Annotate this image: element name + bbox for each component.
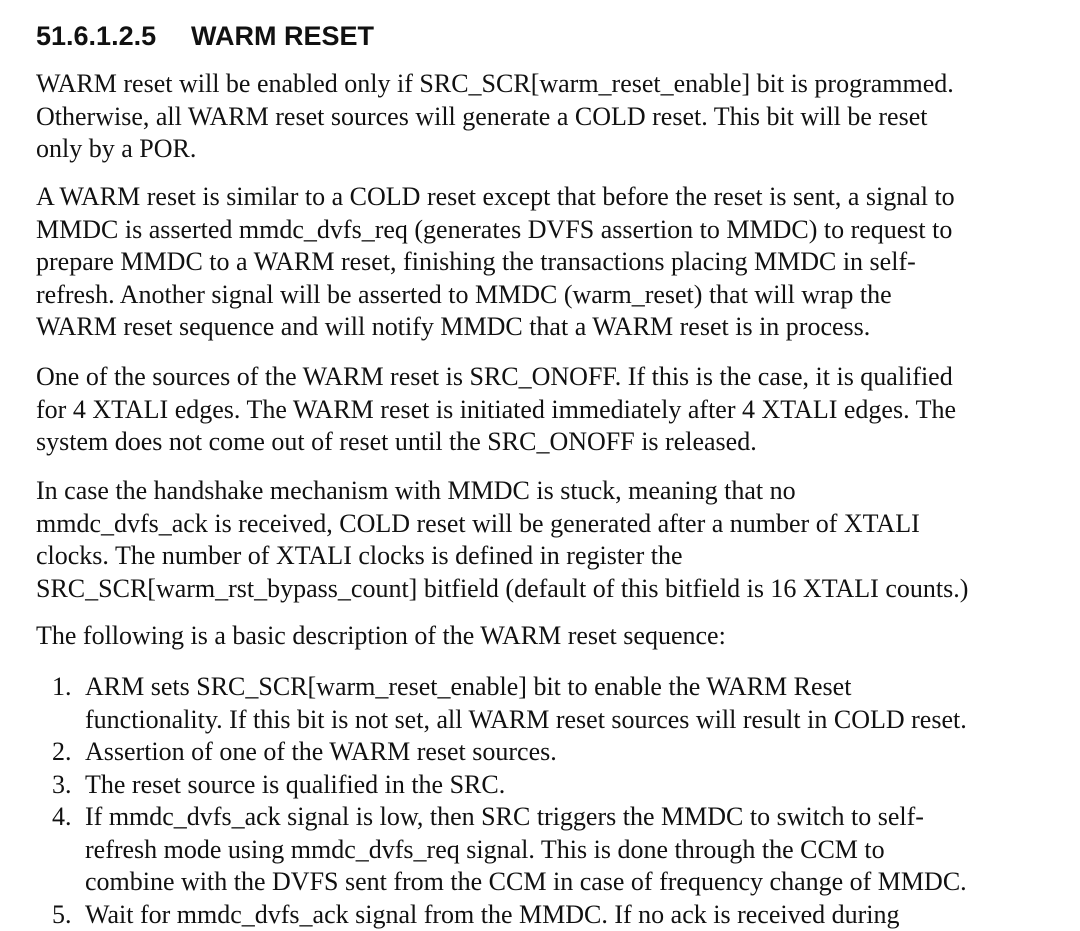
paragraph-warm-vs-cold (36, 181, 1066, 344)
section-title: WARM RESET (191, 21, 374, 51)
text-line: Assertion of one of the WARM reset sources. (85, 736, 1066, 769)
text-line: One of the sources of the WARM reset is SRC_ONOFF. If this is the case, it is qualified (36, 361, 1066, 394)
text-line: Otherwise, all WARM reset sources will generate a COLD reset. This bit will be reset (36, 101, 1066, 134)
list-item (36, 801, 1066, 899)
paragraph-handshake (36, 475, 1066, 605)
text-line: refresh mode using mmdc_dvfs_req signal. This is done through the CCM to (85, 834, 1066, 867)
list-marker: 2. (52, 736, 72, 769)
text-line: mmdc_dvfs_ack is received, COLD reset will be generated after a number of XTALI (36, 508, 1066, 541)
text-line: MMDC is asserted mmdc_dvfs_req (generates DVFS assertion to MMDC) to request to (36, 214, 1066, 247)
paragraph-sequence-intro (36, 620, 1066, 653)
list-marker: 5. (52, 899, 72, 931)
text-line: The reset source is qualified in the SRC. (85, 769, 1066, 802)
list-marker: 4. (52, 801, 72, 834)
paragraph-warm-reset-enable (36, 68, 1066, 166)
text-line: refresh. Another signal will be asserted to MMDC (warm_reset) that will wrap the (36, 279, 1066, 312)
list-item (36, 899, 1066, 931)
text-line: The following is a basic description of the WARM reset sequence: (36, 620, 1066, 653)
list-item (36, 671, 1066, 736)
text-line: WARM reset sequence and will notify MMDC that a WARM reset is in process. (36, 311, 1066, 344)
text-line: ARM sets SRC_SCR[warm_reset_enable] bit to enable the WARM Reset (85, 671, 1066, 704)
list-marker: 3. (52, 769, 72, 802)
list-marker: 1. (52, 671, 72, 704)
text-line: In case the handshake mechanism with MMDC is stuck, meaning that no (36, 475, 1066, 508)
text-line: A WARM reset is similar to a COLD reset except that before the reset is sent, a signal to (36, 181, 1066, 214)
section-number: 51.6.1.2.5 (36, 20, 191, 52)
paragraph-src-onoff (36, 361, 1066, 459)
warm-reset-steps-list (36, 671, 1066, 931)
text-line: SRC_SCR[warm_rst_bypass_count] bitfield (default of this bitfield is 16 XTALI counts.) (36, 573, 1066, 606)
list-item (36, 736, 1066, 769)
text-line: for 4 XTALI edges. The WARM reset is initiated immediately after 4 XTALI edges. The (36, 394, 1066, 427)
text-line: system does not come out of reset until the SRC_ONOFF is released. (36, 426, 1066, 459)
text-line: only by a POR. (36, 133, 1066, 166)
section-heading (36, 20, 374, 52)
text-line: functionality. If this bit is not set, all WARM reset sources will result in COLD reset. (85, 704, 1066, 737)
text-line: combine with the DVFS sent from the CCM in case of frequency change of MMDC. (85, 866, 1066, 899)
text-line: WARM reset will be enabled only if SRC_SCR[warm_reset_enable] bit is programmed. (36, 68, 1066, 101)
list-item (36, 769, 1066, 802)
text-line: prepare MMDC to a WARM reset, finishing the transactions placing MMDC in self- (36, 246, 1066, 279)
text-line: Wait for mmdc_dvfs_ack signal from the MMDC. If no ack is received during (85, 899, 1066, 931)
text-line: clocks. The number of XTALI clocks is defined in register the (36, 540, 1066, 573)
text-line: If mmdc_dvfs_ack signal is low, then SRC triggers the MMDC to switch to self- (85, 801, 1066, 834)
